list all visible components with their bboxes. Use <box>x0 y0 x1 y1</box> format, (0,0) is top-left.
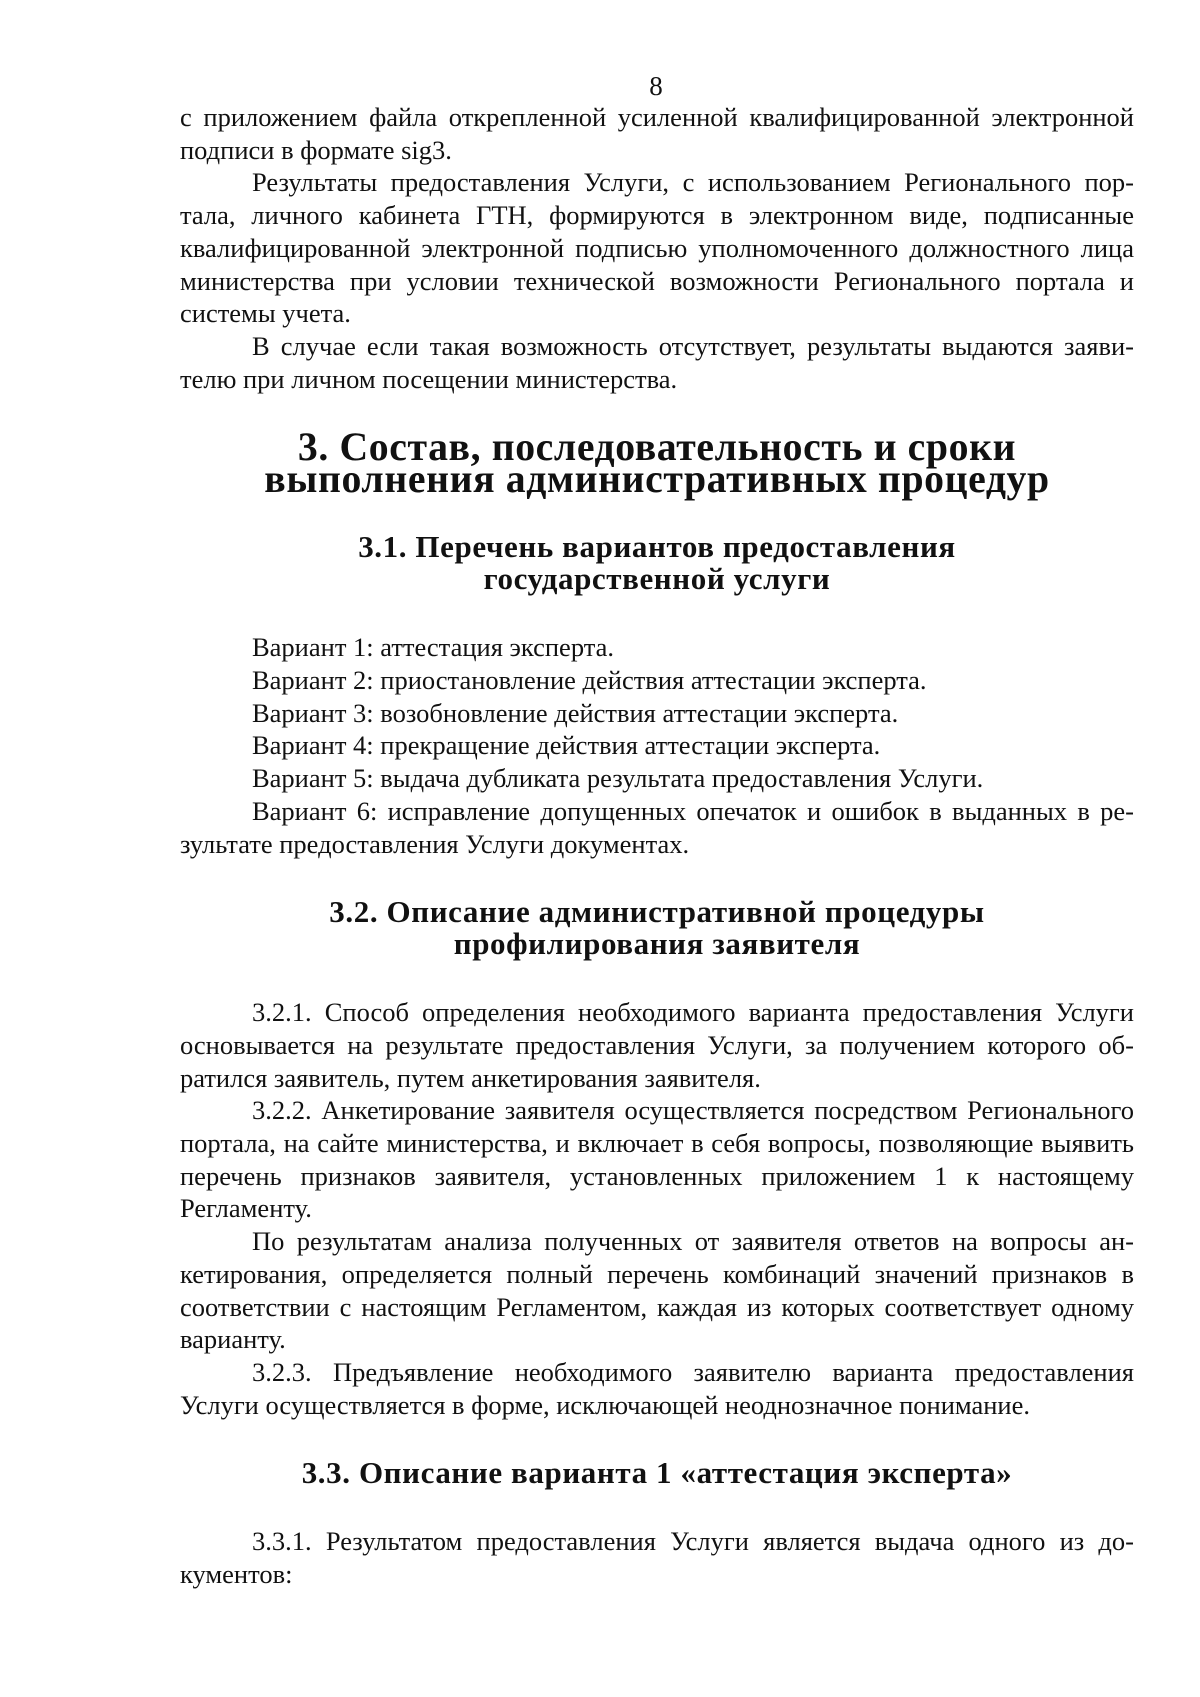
section-3-2-title-line-1: 3.2. Описание административной процедуры <box>329 894 985 930</box>
variant-item-6: Вариант 6: исправление допущенных опечаток и ошибок в выданных в результате предоставления Услуги документах. <box>180 795 1134 859</box>
section-3-2-paragraph-2: 3.2.2. Анкетирование заявителя осуществляется посредством Регионального портала, на сайте министерства, и включает в себя вопросы, позволяющие выявить перечень признаков заявителя, установленных приложением 1 к настоящему Регламенту. <box>180 1095 1134 1224</box>
section-3-2-title-line-2: профилирования заявителя <box>453 926 861 962</box>
section-3-1-title-line-2: государственной услуги <box>483 561 831 597</box>
section-3-3-title: 3.3. Описание варианта 1 «аттестация эксперта» <box>301 1455 1013 1491</box>
section-3-title-line-1: 3. Состав, последовательность и сроки <box>297 425 1017 470</box>
section-3-3-heading <box>180 1457 1134 1489</box>
variant-item-2: Вариант 2: приостановление действия аттестации эксперта. <box>252 665 927 696</box>
variant-item-3: Вариант 3: возобновление действия аттестации эксперта. <box>252 697 899 728</box>
section-3-1-title-line-1: 3.1. Перечень вариантов предоставления <box>358 529 956 565</box>
intro-paragraph-1: с приложением файла открепленной усиленной квалифицированной электронной подписи в формате sig3. <box>180 102 1134 165</box>
document-body <box>180 101 1134 1591</box>
section-3-1-heading <box>180 531 1134 595</box>
variant-item-5: Вариант 5: выдача дубликата результата предоставления Услуги. <box>252 763 984 794</box>
variant-item-4: Вариант 4: прекращение действия аттестации эксперта. <box>252 730 881 761</box>
section-3-2-heading <box>180 896 1134 960</box>
section-3-heading <box>180 425 1134 502</box>
section-3-2-paragraph-1: 3.2.1. Способ определения необходимого варианта предоставления Услуги основывается на результате предоставления Услуги, за получением которого обратился заявитель, путем анкетирования заявителя. <box>180 997 1134 1093</box>
section-3-2-paragraph-3: По результатам анализа полученных от заявителя ответов на вопросы анкетирования, определяется полный перечень комбинаций значений признаков в соответствии с настоящим Регламентом, каждая из которых соответствует одному варианту. <box>180 1226 1134 1355</box>
page-number: 8 <box>649 71 663 101</box>
section-3-3-paragraph-1: 3.3.1. Результатом предоставления Услуги является выдача одного из документов: <box>180 1526 1134 1590</box>
intro-paragraph-3: В случае если такая возможность отсутствует, результаты выдаются заявителю при личном посещении министерства. <box>180 330 1134 394</box>
variant-item-1: Вариант 1: аттестация эксперта. <box>252 632 615 663</box>
section-3-title-line-2: выполнения административных процедур <box>264 457 1050 502</box>
section-3-2-paragraph-4: 3.2.3. Предъявление необходимого заявителю варианта предоставления Услуги осуществляется в форме, исключающей неоднозначное понимание. <box>180 1356 1134 1420</box>
intro-paragraph-2: Результаты предоставления Услуги, с использованием Регионального портала, личного кабинета ГТН, формируются в электронном виде, подписанные квалифицированной электронной подписью уполномоченного должностного лица министерства при условии технической возможности Регионального портала и системы учета. <box>180 167 1134 329</box>
